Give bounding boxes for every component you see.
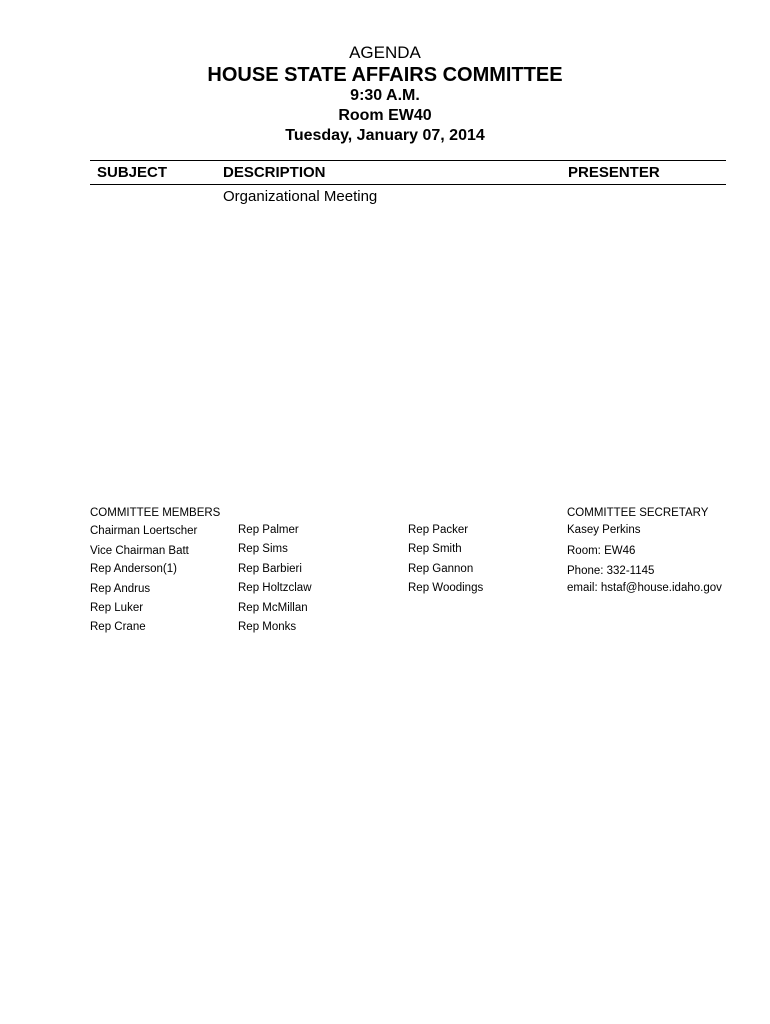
table-header-rule [90, 184, 726, 185]
member-name: Rep McMillan [238, 602, 308, 614]
committee-title: HOUSE STATE AFFAIRS COMMITTEE [207, 64, 563, 86]
member-name: Rep Crane [90, 621, 146, 633]
member-name: Rep Gannon [408, 563, 474, 575]
member-name: Rep Andrus [90, 583, 151, 595]
member-name: Rep Barbieri [238, 563, 302, 575]
meeting-date: Tuesday, January 07, 2014 [285, 127, 485, 144]
member-name: Rep Monks [238, 621, 297, 633]
member-name: Rep Holtzclaw [238, 582, 312, 594]
column-header-description: DESCRIPTION [223, 164, 326, 181]
member-name: Rep Sims [238, 543, 288, 555]
table-top-rule [90, 160, 726, 161]
member-name: Rep Anderson(1) [90, 563, 177, 575]
committee-members-title: COMMITTEE MEMBERS [90, 507, 221, 519]
secretary-name: Kasey Perkins [567, 524, 641, 536]
member-name: Rep Palmer [238, 524, 299, 536]
committee-secretary-title: COMMITTEE SECRETARY [567, 507, 709, 519]
member-name: Rep Luker [90, 602, 144, 614]
column-header-presenter: PRESENTER [568, 164, 660, 181]
meeting-room: Room EW40 [338, 107, 432, 124]
agenda-item-description: Organizational Meeting [223, 188, 378, 205]
member-name: Rep Packer [408, 524, 469, 536]
secretary-room: Room: EW46 [567, 545, 636, 557]
agenda-label: AGENDA [349, 43, 421, 62]
meeting-time: 9:30 A.M. [350, 87, 420, 104]
member-name: Chairman Loertscher [90, 525, 198, 537]
secretary-email: email: hstaf@house.idaho.gov [567, 582, 722, 594]
member-name: Rep Woodings [408, 582, 484, 594]
secretary-phone: Phone: 332-1145 [567, 565, 655, 577]
member-name: Vice Chairman Batt [90, 545, 189, 557]
member-name: Rep Smith [408, 543, 462, 555]
column-header-subject: SUBJECT [97, 164, 168, 181]
